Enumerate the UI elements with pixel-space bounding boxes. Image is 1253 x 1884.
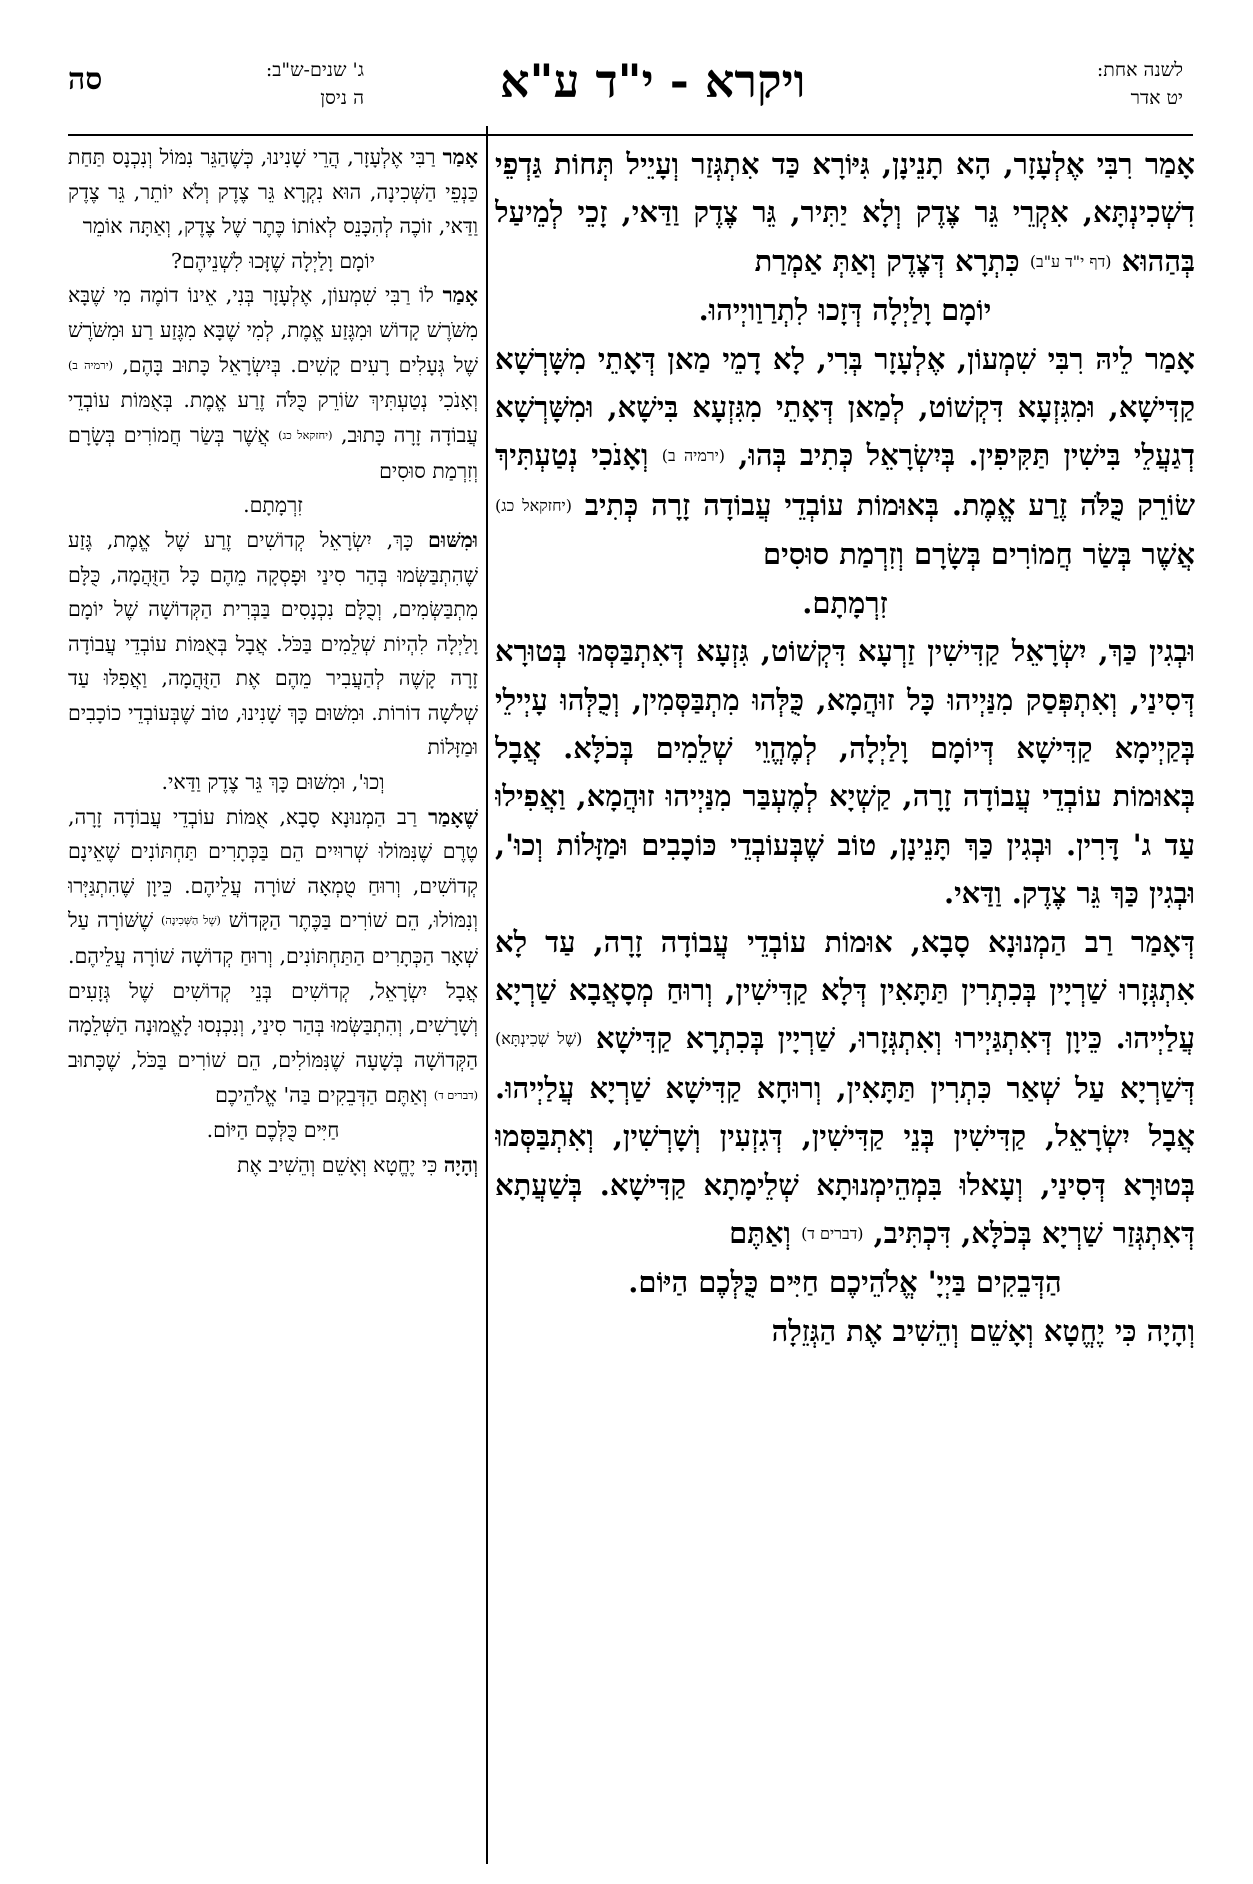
aramaic-paragraph-4 [495, 918, 1195, 1259]
aramaic-paragraph-1 [495, 140, 1195, 286]
page-number: סה [68, 62, 103, 97]
aramaic-p3-lead: וּבְגִין [1149, 634, 1195, 669]
hebrew-p2-text-a: לוֹ רַבִּי שִׁמְעוֹן, אֶלְעָזָר בְּנִי, אֵינוֹ דוֹמֶה מִי שֶׁבָּא מִשֹּׁרֶשׁ קָדוֹשׁ וּמִגֶּזַע אֱמֶת, לְמִי שֶׁבָּא מִגֶּזַע רַע וּמִשֹּׁרֶשׁ שֶׁל גְּעָלִים רָעִים קָשִׁים. בְּיִשְׂרָאֵל כָּתוּב בָּהֶם, [68, 283, 478, 377]
hebrew-p2-text-c: אֲשֶׁר בְּשַׂר חֲמוֹרִים בְּשָׂרָם וְזִרְמַת סוּסִים [68, 422, 478, 483]
hebrew-p3-center: וְכוּ', וּמִשּׁוּם כָּךְ גֵּר צֶדֶק וַדַּאי. [161, 770, 385, 795]
aramaic-p1-center: יוֹמָם וָלַיְלָה דְּזָכוּ לִתְרַוַויְיהוּ. [698, 293, 992, 328]
hebrew-p3-text-a: כָּךְ, יִשְׂרָאֵל קְדוֹשִׁים זֶרַע שֶׁל אֱמֶת, גֶּזַע שֶׁהִתְבַּשְּׂמוּ בְּהַר סִינַי וּפָסְקָה מֵהֶם כָּל הַזֻּהֲמָה, כֻּלָּם מִתְבַּשְּׂמִים, וְכֻלָּם נִכְנָסִים בַּבְּרִית הַקְּדוֹשָׁה שֶׁל יוֹמָם וָלַיְלָה לִהְיוֹת שְׁלֵמִים בַּכֹּל. אֲבָל בְּאֻמּוֹת עוֹבְדֵי עֲבוֹדָה זָרָה קָשֶׁה לְהַעֲבִיר מֵהֶם אֶת הַזֻּהֲמָה, וַאֲפִלּוּ עַד שְׁלֹשָׁה דוֹרוֹת. וּמִשּׁוּם כָּךְ שָׁנִינוּ, טוֹב שֶׁבְּעוֹבְדֵי כוֹכָבִים וּמַזָּלוֹת [68, 527, 478, 760]
hebrew-p1-lead: אָמַר [442, 145, 478, 169]
aramaic-p4-ref1: (שֶׁל שְׁכִינְתָּא) [495, 1029, 583, 1049]
aramaic-p1-text-b: כִּתְרָא דְּצֶדֶק וְאַתְּ אַמְרַת [754, 243, 1030, 278]
hebrew-p4-text-a: רַב הַמְנוּנָא סָבָא, אֻמּוֹת עוֹבְדֵי עֲבוֹדָה זָרָה, טֶרֶם שֶׁנִּמּוֹלוּ שְׁרוּיִים הֵם בַּכְּתָרִים תַּחְתּוֹנִים שֶׁאֵינָם קְדוֹשִׁים, וְרוּחַ טֻמְאָה שׁוֹרָה עֲלֵיהֶם. כֵּיוָן שֶׁהִתְגַּיְּרוּ וְנִמּוֹלוּ, הֵם שׁוֹרִים בַּכֶּתֶר הַקָּדוֹשׁ [68, 804, 478, 933]
aramaic-p4-ref2: (דברים ד) [801, 1224, 864, 1244]
hebrew-p2-lead: אָמַר [442, 283, 478, 308]
aramaic-p2-center: זִרְמָתָם. [802, 585, 888, 620]
hebrew-p2-ref2: (יחזקאל כג) [278, 429, 333, 443]
aramaic-paragraph-5 [495, 1307, 1195, 1355]
hebrew-p4-text-c: וְאַתֶּם הַדְּבֵקִים בַּה' אֱלֹהֵיכֶם [215, 1082, 434, 1107]
hebrew-p4-text-b: שֶׁשּׁוֹרָה עַל שְׁאָר הַכְּתָרִים הַתַּחְתּוֹנִים, וְרוּחַ קְדוֹשָׁה שׁוֹרָה עֲלֵיהֶם. אֲבָל יִשְׂרָאֵל, קְדוֹשִׁים בְּנֵי קְדוֹשִׁים שֶׁל גְּזָעִים וְשָׁרָשִׁים, וְהִתְבַּשְּׂמוּ בְּהַר סִינַי, וְנִכְנְסוּ לָאֱמוּנָה הַשְּׁלֵמָה הַקְּדוֹשָׁה בְּשָׁעָה שֶׁנִּמּוֹלִים, הֵם שׁוֹרִים בַּכֹּל, שֶׁכָּתוּב [68, 908, 478, 1072]
aramaic-column [495, 140, 1195, 1860]
aramaic-p1-lead: אָמַר [1144, 147, 1195, 181]
aramaic-p4-center: הַדְּבֵקִים בַּיְיָ' אֱלֹהֵיכֶם חַיִּים כֻּלְּכֶם הַיּוֹם. [628, 1265, 1062, 1300]
aramaic-p4-text-c: וְאַתֶּם [729, 1216, 802, 1250]
hebrew-p2-center: זִרְמָתָם. [243, 493, 303, 518]
column-divider [486, 126, 488, 1864]
aramaic-p5-text: כִּי יֶחֱטָא וְאָשֵׁם וְהֵשִׁיב אֶת הַגְּזֵלָה [771, 1313, 1147, 1348]
aramaic-p4-text-a: רַב הַמְנוּנָא סָבָא, אוּמוֹת עוֹבְדֵי עֲבוֹדָה זָרָה, עַד לָא אִתְגְּזָרוּ שַׁרְיָין בְּכִתְרִין תַּתָּאִין דְּלָא קַדִּישִׁין, וְרוּחַ מְסָאֲבָא שַׁרְיָא עֲלַיְיהוּ. כֵּיוָן דְּאִתְגַּיְירוּ וְאִתְגְּזָרוּ, שַׁרְיָין בְּכִתְרָא קַדִּישָׁא [495, 924, 1195, 1056]
hebrew-p5-text: כִּי יֶחֱטָא וְאָשֵׁם וְהֵשִׁיב אֶת [237, 1152, 444, 1177]
hebrew-paragraph-3 [68, 523, 478, 765]
hebrew-p1-text: רַבִּי אֶלְעָזָר, הֲרֵי שָׁנִינוּ, כְּשֶׁהַגֵּר נִמּוֹל וְנִכְנָס תַּחַת כַּנְפֵי הַשְּׁכִינָה, הוּא נִקְרָא גֵּר צֶדֶק וְלֹא יוֹתֵר, גֵּר צֶדֶק וַדַּאי, זוֹכֶה לְהִכָּנֵס לְאוֹתוֹ כֶּתֶר שֶׁל צֶדֶק, וְאַתָּה אוֹמֵר [68, 145, 478, 239]
one-year-schedule-line2: יט אדר [1130, 87, 1183, 109]
aramaic-p2-ref1: (ירמיה ב) [661, 446, 726, 466]
hebrew-paragraph-4 [68, 800, 478, 1114]
aramaic-p3-text-a: כַּךְ, יִשְׂרָאֵל קַדִּישִׁין זַרְעָא דִּקְשׁוֹט, גִּזְעָא דְּאִתְבַּסְּמוּ בְּטוּרָא דְּסִינַי, וְאִתְפְּסַק מִנַּיְיהוּ כָּל זוּהֲמָא, כֻּלְּהוּ מִתְבַּסְּמִין, וְכֻלְּהוּ עָיְילֵי בְּקַיְימָא קַדִּישָׁא דְּיוֹמָם וָלַיְלָה, לְמֶהֱוֵי שְׁלֵמִים בְּכֹלָּא. אֲבָל בְּאוּמוֹת עוֹבְדֵי עֲבוֹדָה זָרָה, קַשְׁיָא לְמֶעְבַּר מִנַּיְיהוּ זוּהֲמָא, וַאֲפִילוּ עַד ג' דָּרִין. וּבְגִין כַּךְ תָּנֵינָן, טוֹב שֶׁבְּעוֹבְדֵי כּוֹכָבִים וּמַזָּלוֹת וְכוּ', וּבְגִין כַּךְ גֵּר צֶדֶק. וַדַּאי. [495, 634, 1195, 911]
aramaic-p2-ref2: (יחזקאל כג) [495, 495, 572, 515]
hebrew-paragraph-1 [68, 140, 478, 244]
aramaic-p2-text-c: אֲשֶׁר בְּשַׂר חֲמוֹרִים בְּשָׂרָם וְזִרְמַת סוּסִים [763, 537, 1195, 572]
page-header [40, 50, 1213, 126]
aramaic-p2-text-a: לֵיהּ רִבִּי שִׁמְעוֹן, אֶלְעָזָר בְּרִי, לָא דָמֵי מַאן דְּאָתֵי מִשָּׁרְשָׁא קַדִּישָׁא, וּמִגִּזְעָא דִּקְשׁוֹט, לְמַאן דְּאָתֵי מִגִּזְעָא בִּישָׁא, וּמִשָּׁרְשָׁא דְגַעֲלֵי בִּישִׁין תַּקִּיפִין. בְּיִשְׂרָאֵל כְּתִיב בְּהוּ, [495, 341, 1195, 473]
header-rule [68, 134, 1193, 136]
aramaic-p2-text-b: וְאָנֹכִי נְטַעְתִּיךְ שׂוֹרֵק כֻּלֹּה זֶרַע אֱמֶת. בְּאוּמוֹת עוֹבְדֵי עֲבוֹדָה זָרָה כְּתִיב [495, 438, 1195, 522]
three-year-schedule-line2: ה ניסן [320, 87, 364, 109]
aramaic-p5-lead: וְהָיָה [1146, 1313, 1195, 1348]
hebrew-paragraph-5 [68, 1148, 478, 1183]
hebrew-p4-ref1: (שֶׁל הַשְּׁכִינָה) [160, 914, 221, 928]
hebrew-p4-lead: שֶׁאָמַר [428, 804, 478, 829]
hebrew-column [68, 140, 478, 1860]
hebrew-p5-lead: וְהָיָה [443, 1152, 478, 1177]
page-title: ויקרא - י"ד ע"א [500, 54, 806, 108]
aramaic-p2-lead: אָמַר [1144, 341, 1195, 376]
three-year-schedule-line1: ג' שנים-ש"ב: [265, 59, 364, 81]
hebrew-p2-ref1: (ירמיה ב) [68, 358, 114, 372]
aramaic-paragraph-3 [495, 627, 1195, 917]
hebrew-p4-ref2: (דברים ד) [433, 1088, 478, 1102]
aramaic-p1-ref: (דף י"ד ע"ב) [1029, 251, 1112, 271]
aramaic-p1-text-a: רִבִּי אֶלְעָזָר, הָא תָנֵינָן, גִּיּוֹרָא כַּד אִתְגְּזַר וְעָיֵיל תְּחוֹת גַּדְפֵי דִשְׁכִינְתָּא, אִקְרֵי גֵּר צֶדֶק וְלָא יַתִּיר, גֵּר צֶדֶק וַדַּאי, זָכֵי לְמֵיעַל בְּהַהוּא [495, 147, 1195, 278]
one-year-schedule-note [983, 56, 1183, 112]
aramaic-p4-text-b: דְּשַׁרְיָא עַל שְׁאַר כִּתְרִין תַּתָּאִין, וְרוּחָא קַדִּישָׁא שַׁרְיָא עֲלַיְיהוּ. אֲבָל יִשְׂרָאֵל, קַדִּישִׁין בְּנֵי קַדִּישִׁין, דְּגִזְעִין וְשָׁרְשִׁין, וְאִתְבַּסְּמוּ בְּטוּרָא דְּסִינַי, וְעָאלוּ בִּמְהֵימְנוּתָא שְׁלֵימָתָא קַדִּישָׁא. בְּשַׁעֲתָא דְּאִתְגְּזַר שַׁרְיָא בְּכֹלָּא, דִּכְתִּיב, [495, 1070, 1195, 1250]
hebrew-p4-center: חַיִּים כֻּלְּכֶם הַיּוֹם. [206, 1118, 340, 1143]
aramaic-paragraph-2 [495, 335, 1195, 579]
hebrew-p3-lead: וּמִשּׁוּם [428, 527, 478, 552]
three-year-schedule-note [164, 56, 364, 112]
hebrew-paragraph-2 [68, 278, 478, 488]
hebrew-p2-text-b: וְאָנֹכִי נְטַעְתִּיךְ שׂוֹרֵק כֻּלֹּה זֶרַע אֱמֶת. בְּאֻמּוֹת עוֹבְדֵי עֲבוֹדָה זָרָה כָּתוּב, [68, 388, 478, 447]
aramaic-p4-lead: דְּאָמַר [1130, 924, 1195, 959]
hebrew-p1-center: יוֹמָם וָלַיְלָה שֶׁזָּכוּ לִשְׁנֵיהֶם? [171, 248, 375, 273]
one-year-schedule-line1: לשנה אחת: [1096, 59, 1183, 81]
